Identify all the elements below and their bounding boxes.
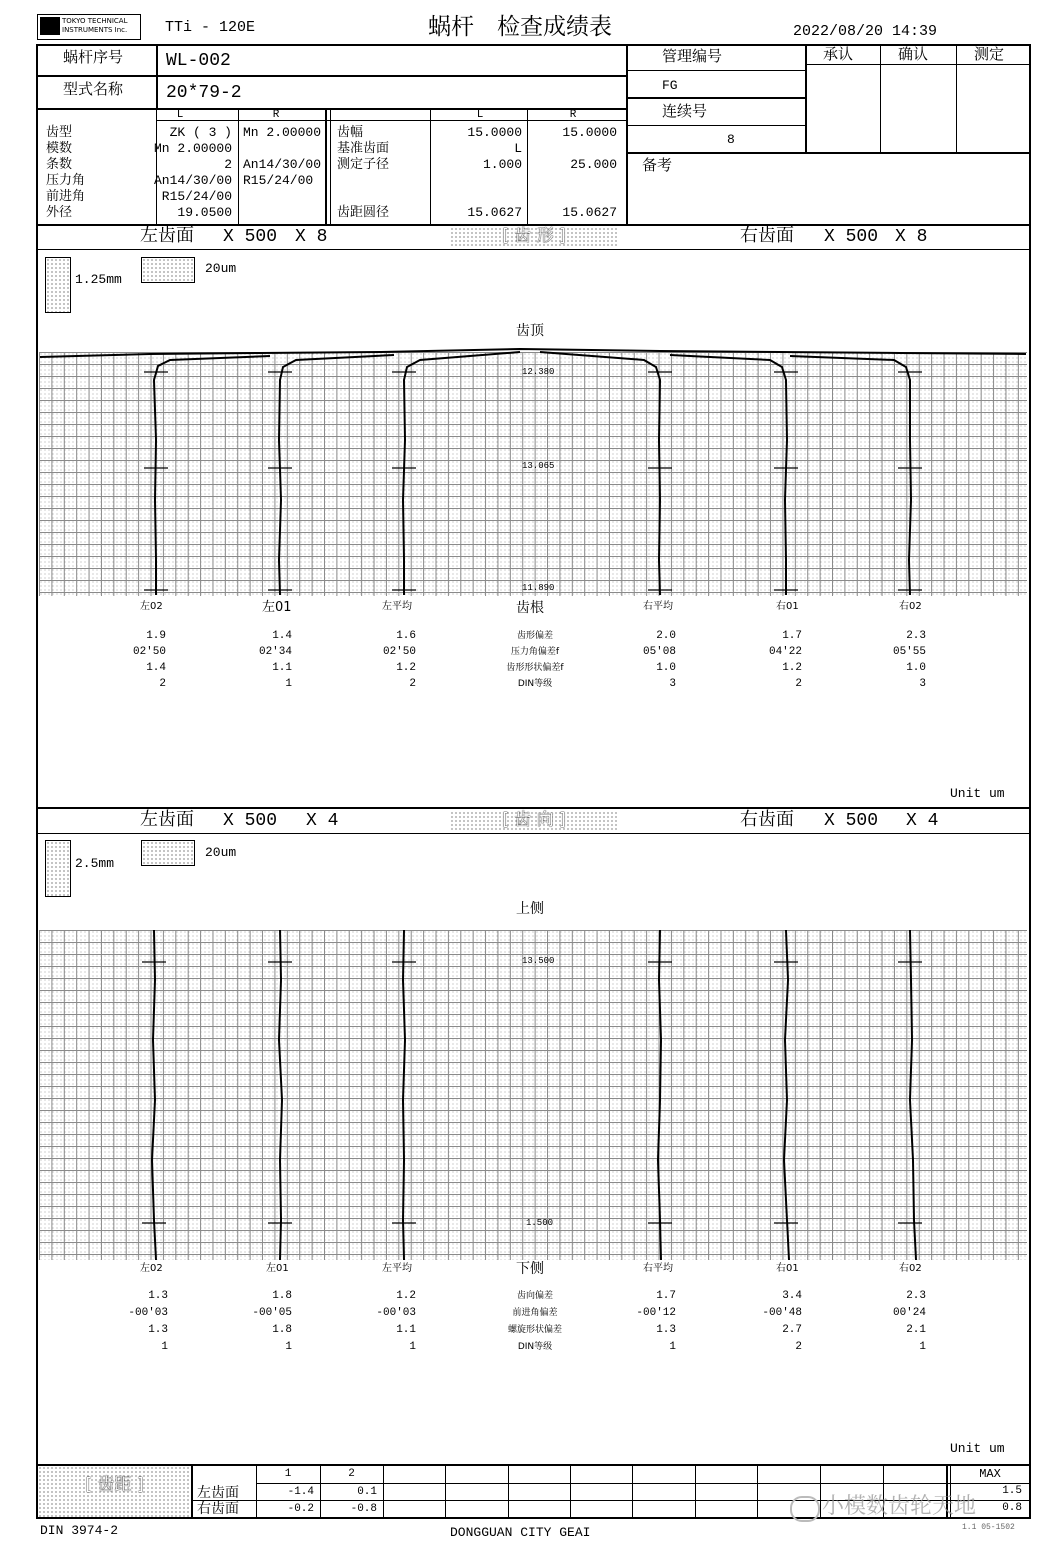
profile-mark-top: 12.380: [522, 367, 555, 377]
lead-traces: [0, 900, 1040, 1270]
lead-results-col-4: 3.4 -00'48 2.7 2: [762, 1290, 802, 1353]
profile-bottom-label: 齿根: [516, 600, 544, 616]
lead-right-face: 右齿面: [740, 809, 794, 830]
lead-rx1: X 500: [824, 811, 879, 831]
lead-title: [ 齿 向 ]: [502, 810, 566, 830]
lead-col-1: 左01: [266, 1263, 289, 1274]
mgmt-value: FG: [662, 78, 678, 93]
param-r-values-2: 15.0000 25.000 15.0627: [562, 125, 617, 220]
lead-bottom-label: 下侧: [516, 1261, 544, 1277]
lead-mark-bot: 1.500: [526, 1218, 554, 1228]
profile-right-face: 右齿面: [740, 225, 794, 246]
approve-label: 承认: [823, 45, 854, 63]
pitch-col-2: 2: [348, 1468, 355, 1480]
lead-results-col-0: 1.3 -00'03 1.3 1: [128, 1290, 168, 1353]
lead-rx2: X 4: [906, 811, 939, 831]
mgmt-label: 管理编号: [662, 47, 723, 65]
lead-mark-top: 13.500: [522, 956, 555, 966]
profile-top-label: 齿顶: [516, 323, 544, 339]
profile-unit: Unit um: [950, 786, 1005, 801]
lead-scale-h: 20um: [205, 845, 237, 860]
param-labels-2: 齿幅 基准齿面 测定子径 齿距圆径: [337, 125, 390, 220]
watermark-text: 小模数齿轮天地: [822, 1494, 977, 1519]
pitch-max-left: 1.5: [1002, 1485, 1022, 1497]
logo-text-2: INSTRUMENTS Inc.: [62, 26, 128, 34]
lead-top-label: 上侧: [516, 901, 544, 917]
col-r-label: R: [272, 109, 280, 121]
profile-col-4: 右01: [776, 601, 799, 612]
page-title: 蜗杆 检查成绩表: [428, 14, 612, 40]
serial-label: 蜗杆序号: [63, 48, 124, 66]
profile-row-names: 齿形偏差 压力角偏差f 齿形形状偏差f DIN等级: [506, 631, 564, 689]
profile-results-col-3: 2.0 05'08 1.0 3: [642, 630, 676, 690]
pitch-col-1: 1: [284, 1468, 292, 1480]
pitch-right-val-2: -0.8: [350, 1503, 377, 1515]
cont-value: 8: [727, 132, 735, 147]
pitch-right-label: 右齿面: [197, 1501, 239, 1517]
model-value: 20*79-2: [166, 83, 242, 103]
profile-mark-bot: 11.890: [522, 583, 555, 593]
lead-results-col-1: 1.8 -00'05 1.8 1: [252, 1290, 292, 1353]
lead-scale-v: 2.5mm: [75, 856, 115, 871]
profile-results-col-5: 2.3 05'55 1.0 3: [892, 630, 926, 690]
lead-left-face: 左齿面: [140, 809, 194, 830]
footer-version: 1.1 05-1502: [962, 1523, 1015, 1532]
lead-unit: Unit um: [950, 1441, 1005, 1456]
lead-col-0: 左02: [140, 1263, 163, 1274]
logo-text-1: TOKYO TECHNICAL: [62, 17, 128, 25]
remarks-label: 备考: [642, 156, 673, 174]
profile-results-col-2: 1.6 02'50 1.2 2: [382, 630, 416, 690]
footer-company: DONGGUAN CITY GEAI: [450, 1525, 591, 1540]
lead-col-4: 右01: [776, 1263, 799, 1274]
profile-col-0: 左02: [140, 601, 163, 612]
lead-x1: X 500: [223, 811, 278, 831]
profile-left-face: 左齿面: [140, 225, 194, 246]
pitch-left-val-2: 0.1: [357, 1486, 377, 1498]
profile-scale-h: 20um: [205, 261, 237, 276]
confirm-label: 确认: [898, 45, 929, 63]
profile-traces: [0, 0, 1040, 640]
pitch-left-label: 左齿面: [197, 1485, 239, 1501]
param-right-values: Mn 2.00000 An14/30/00 R15/24/00: [243, 125, 322, 188]
profile-scale-v: 1.25mm: [75, 272, 122, 287]
param-l-values-2: 15.0000 L 1.000 15.0627: [467, 125, 522, 220]
param-labels: 齿型 模数 条数 压力角 前进角 外径: [46, 125, 86, 220]
col-l-label: L: [176, 109, 184, 121]
profile-col-2: 左平均: [382, 601, 412, 612]
datetime: 2022/08/20 14:39: [793, 23, 938, 40]
pitch-max-right: 0.8: [1002, 1502, 1022, 1514]
pitch-right-val-1: -0.2: [287, 1503, 314, 1515]
pitch-max-label: MAX: [979, 1467, 1001, 1481]
lead-col-3: 右平均: [643, 1263, 673, 1274]
profile-col-3: 右平均: [643, 601, 673, 612]
lead-row-names: 齿向偏差 前进角偏差 螺旋形状偏差 DIN等级: [507, 1291, 562, 1352]
lead-col-5: 右02: [899, 1263, 922, 1274]
lead-scale-v-icon: [45, 840, 71, 897]
footer-standard: DIN 3974-2: [40, 1523, 119, 1538]
cont-label: 连续号: [662, 102, 708, 120]
profile-x2: X 8: [295, 227, 328, 247]
profile-results-col-4: 1.7 04'22 1.2 2: [768, 630, 802, 690]
profile-col-1: 左01: [262, 600, 292, 615]
profile-mark-mid: 13.065: [522, 461, 555, 471]
pitch-title: [ 齿距 ]: [85, 1475, 144, 1495]
col2-l-label: L: [476, 109, 484, 121]
serial-value: WL-002: [166, 51, 231, 71]
measure-label: 测定: [974, 45, 1005, 63]
param-left-values: ZK ( 3 ) Mn 2.00000 2 An14/30/00 R15/24/00 19.0500: [153, 125, 232, 220]
profile-rx2: X 8: [895, 227, 928, 247]
profile-title: [ 齿 形 ]: [502, 226, 566, 246]
lead-scale-h-icon: [141, 840, 195, 866]
machine-model: TTi - 120E: [165, 19, 256, 36]
lead-x2: X 4: [306, 811, 339, 831]
profile-results-col-0: 1.9 02'50 1.4 2: [132, 630, 166, 690]
profile-col-5: 右02: [899, 601, 922, 612]
profile-results-col-1: 1.4 02'34 1.1 1: [258, 630, 292, 690]
model-label: 型式名称: [63, 80, 124, 98]
profile-x1: X 500: [223, 227, 278, 247]
lead-results-col-2: 1.2 -00'03 1.1 1: [376, 1290, 416, 1353]
profile-rx1: X 500: [824, 227, 879, 247]
watermark-logo-icon: [790, 1496, 820, 1522]
col2-r-label: R: [569, 109, 577, 121]
pitch-left-val-1: -1.4: [287, 1486, 314, 1498]
lead-results-col-5: 2.3 00'24 2.1 1: [892, 1290, 926, 1353]
lead-col-2: 左平均: [382, 1263, 412, 1274]
lead-results-col-3: 1.7 -00'12 1.3 1: [636, 1290, 676, 1353]
